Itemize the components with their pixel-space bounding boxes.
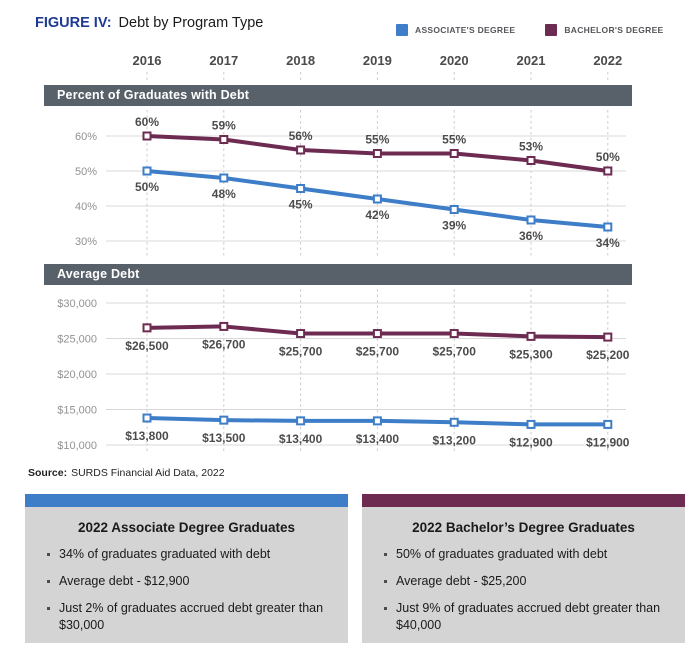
- data-point-marker: [451, 206, 458, 213]
- data-point-label: 48%: [211, 187, 236, 201]
- bullet-text: 50% of graduates graduated with debt: [396, 547, 608, 561]
- data-point-marker: [451, 419, 458, 426]
- source-line: [28, 467, 225, 479]
- y-tick-label: $10,000: [57, 440, 97, 452]
- data-point-marker: [604, 224, 611, 231]
- data-point-label: 60%: [134, 115, 160, 129]
- y-tick-label: $15,000: [57, 404, 97, 417]
- debt-chart-header: Average Debt: [44, 264, 632, 285]
- data-point-label: 55%: [365, 132, 390, 147]
- legend-item-associate: [396, 24, 515, 36]
- bullet-item: [41, 546, 332, 563]
- data-point-label: 50%: [595, 150, 620, 164]
- data-point-marker: [604, 168, 611, 175]
- chart-legend: [396, 24, 664, 36]
- y-tick-label: $25,000: [57, 333, 97, 346]
- data-point-label: 42%: [365, 208, 390, 222]
- x-tick-label: 2018: [286, 53, 316, 68]
- bullet-text: Average debt - $12,900: [59, 574, 190, 588]
- x-tick-label: 2017: [209, 53, 239, 68]
- vertical-gridlines: [147, 289, 608, 453]
- source-text: SURDS Financial Aid Data, 2022: [71, 467, 225, 479]
- data-point-label: $26,500: [125, 338, 169, 353]
- data-point-marker: [604, 334, 611, 341]
- data-point-label: 45%: [288, 197, 313, 212]
- data-point-marker: [297, 330, 304, 337]
- data-point-label: $26,700: [202, 337, 246, 352]
- data-point-marker: [604, 421, 611, 428]
- associates-data-labels: [125, 429, 630, 449]
- data-point-label: 36%: [518, 229, 544, 243]
- bullet-text: Just 2% of graduates accrued debt greater than $30,000: [59, 601, 324, 632]
- data-point-label: $12,900: [586, 435, 630, 450]
- y-tick-label: 30%: [74, 236, 97, 248]
- data-point-marker: [144, 168, 151, 175]
- y-tick-label: 60%: [74, 131, 97, 143]
- data-point-label: $13,400: [278, 431, 323, 446]
- x-tick-label: 2020: [439, 53, 469, 68]
- bullet-item: [378, 600, 669, 634]
- bullet-marker-icon: [384, 580, 387, 583]
- data-point-label: $25,700: [278, 344, 323, 359]
- data-point-label: 39%: [442, 218, 467, 233]
- data-point-marker: [220, 175, 227, 182]
- data-point-label: 34%: [595, 236, 620, 250]
- x-axis-years: [0, 53, 700, 69]
- bullet-text: 34% of graduates graduated with debt: [59, 547, 271, 561]
- figure-title-text: Debt by Program Type: [118, 15, 264, 31]
- bachelor-summary-card: [362, 494, 685, 643]
- bullet-marker-icon: [384, 607, 387, 610]
- bullet-item: [378, 546, 669, 563]
- card-title: 2022 Associate Degree Graduates: [77, 520, 296, 535]
- data-point-marker: [528, 333, 535, 340]
- card-body: [362, 507, 685, 643]
- legend-label: BACHELOR'S DEGREE: [564, 25, 664, 35]
- x-tick-label: 2019: [362, 53, 392, 68]
- data-point-marker: [220, 323, 227, 330]
- data-point-label: $13,800: [125, 429, 169, 444]
- data-point-marker: [374, 330, 381, 337]
- card-accent-bar: [25, 494, 348, 507]
- figure-title: [35, 15, 263, 31]
- data-point-label: $13,400: [355, 431, 400, 446]
- bullet-marker-icon: [384, 553, 387, 556]
- figure-number-label: FIGURE IV:: [35, 15, 112, 31]
- y-tick-label: 40%: [74, 201, 97, 213]
- bullet-text: Just 9% of graduates accrued debt greater than $40,000: [396, 601, 661, 632]
- data-point-marker: [451, 330, 458, 337]
- bullet-item: [41, 573, 332, 590]
- data-point-marker: [528, 217, 535, 224]
- data-point-label: $25,700: [432, 344, 476, 359]
- data-point-label: $12,900: [509, 435, 553, 450]
- y-tick-label: $30,000: [57, 298, 97, 310]
- card-title: 2022 Bachelor’s Degree Graduates: [412, 520, 635, 535]
- percent-chart-header: Percent of Graduates with Debt: [44, 85, 632, 106]
- data-point-label: $25,700: [355, 344, 400, 359]
- bullet-marker-icon: [47, 607, 50, 610]
- x-tick-label: 2016: [132, 53, 162, 68]
- bullet-item: [378, 573, 669, 590]
- x-tick-label: 2022: [593, 53, 623, 68]
- data-point-label: 53%: [518, 139, 544, 154]
- card-accent-bar: [362, 494, 685, 507]
- data-point-label: 50%: [134, 180, 160, 194]
- source-label: Source:: [28, 467, 68, 479]
- data-point-marker: [144, 324, 151, 331]
- data-point-marker: [297, 417, 304, 424]
- legend-item-bachelor: [545, 24, 663, 36]
- debt-chart: [0, 285, 700, 460]
- y-tick-label: $20,000: [57, 369, 97, 381]
- bullet-item: [41, 600, 332, 634]
- data-point-marker: [528, 421, 535, 428]
- data-point-marker: [374, 417, 381, 424]
- y-tick-label: 50%: [74, 166, 97, 178]
- card-body: [25, 507, 348, 643]
- bullet-marker-icon: [47, 553, 50, 556]
- associate-summary-card: [25, 494, 348, 643]
- data-point-marker: [220, 417, 227, 424]
- bullet-marker-icon: [47, 580, 50, 583]
- data-point-marker: [144, 133, 151, 140]
- data-point-marker: [374, 196, 381, 203]
- x-tick-label: 2021: [516, 53, 546, 68]
- data-point-marker: [528, 157, 535, 164]
- data-point-marker: [144, 415, 151, 422]
- legend-label: ASSOCIATE'S DEGREE: [415, 25, 516, 35]
- data-point-label: 55%: [442, 132, 467, 147]
- percent-chart: [0, 106, 700, 262]
- data-point-label: $13,200: [432, 433, 476, 448]
- data-point-label: $13,500: [202, 431, 246, 446]
- data-point-label: $25,300: [509, 347, 553, 362]
- data-point-marker: [220, 136, 227, 143]
- card-bullet-list: [41, 546, 332, 634]
- data-point-marker: [297, 147, 304, 154]
- data-point-label: 59%: [211, 118, 236, 133]
- data-point-marker: [451, 150, 458, 157]
- data-point-marker: [374, 150, 381, 157]
- card-bullet-list: [378, 546, 669, 634]
- axis-tick-strip: [0, 70, 700, 84]
- bachelors-data-labels: [125, 337, 630, 362]
- data-point-label: 56%: [288, 129, 313, 143]
- associates-data-labels: [135, 180, 620, 250]
- data-point-marker: [297, 185, 304, 192]
- associate-swatch-icon: [396, 24, 408, 36]
- bachelor-swatch-icon: [545, 24, 557, 36]
- data-point-label: $25,200: [586, 348, 630, 363]
- bullet-text: Average debt - $25,200: [396, 574, 527, 588]
